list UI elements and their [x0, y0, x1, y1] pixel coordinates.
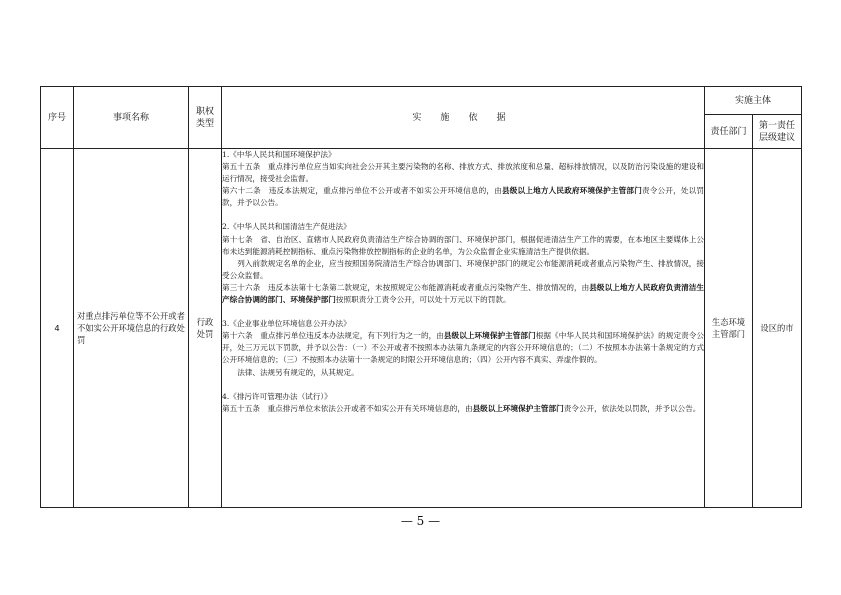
table-row — [41, 149, 802, 508]
basis-law-3-title: 3.《企业事业单位环境信息公开办法》 — [222, 319, 351, 329]
header-first-level: 第一责任 层级建议 — [753, 115, 802, 149]
header-item-name: 事项名称 — [74, 87, 189, 149]
header-basis: 实 施 依 据 — [222, 87, 705, 149]
row-power-type: 行政 处罚 — [189, 149, 222, 508]
basis-law-3-other-provisions: 法律、法规另有规定的，从其规定。 — [237, 367, 359, 377]
basis-law-4-article-55: 第五十五条 重点排污单位未依法公开或者不如实公开有关环境信息的，由县级以上环境保护主管部门责令公开，依法处以罚款，并予以公告。 — [222, 403, 701, 413]
basis-law-2-article-17: 第十七条 省、自治区、直辖市人民政府负责清洁生产综合协调的部门、环境保护部门，根据促进清洁生产工作的需要，在本地区主要媒体上公布未达到能源消耗控制指标、重点污染物排放控制指标的企业的名单，为公众监督企业实施清洁生产提供依据。 — [222, 234, 704, 256]
row-item-name: 对重点排污单位等不公开或者不如实公开环境信息的行政处罚 — [74, 149, 189, 508]
row-serial: 4 — [41, 149, 74, 508]
header-row-1 — [41, 87, 802, 115]
header-serial: 序号 — [41, 87, 74, 149]
bold-authority: 县级以上环境保护主管部门 — [443, 331, 536, 341]
row-responsible-dept: 生态环境 主管部门 — [705, 149, 753, 508]
bold-authority: 县级以上地方人民政府负责清洁生产综合协调的部门、环境保护部门 — [222, 282, 704, 305]
basis-law-4-title: 4.《排污许可管理办法（试行）》 — [222, 391, 332, 401]
row-basis — [222, 149, 705, 508]
page-number: — 5 — — [400, 514, 441, 528]
enforcement-table — [40, 86, 802, 508]
header-subject: 实施主体 — [705, 87, 802, 115]
row-first-level: 设区的市 — [753, 149, 802, 508]
bold-authority: 县级以上地方人民政府环境保护主管部门 — [501, 186, 642, 196]
header-responsible-dept: 责任部门 — [705, 115, 753, 149]
basis-law-2-title: 2.《中华人民共和国清洁生产促进法》 — [222, 222, 351, 232]
basis-law-1-article-55: 第五十五条 重点排污单位应当如实向社会公开其主要污染物的名称、排放方式、排放浓度和总量、超标排放情况，以及防治污染设施的建设和运行情况，接受社会监督。 — [222, 162, 704, 184]
basis-law-1-title: 1.《中华人民共和国环境保护法》 — [222, 150, 336, 159]
header-power-type: 职权 类型 — [189, 87, 222, 149]
bold-authority: 县级以上环境保护主管部门 — [472, 403, 564, 413]
basis-law-2-article-36: 第三十六条 违反本法第十七条第二款规定，未按照规定公布能源消耗或者重点污染物产生、排放情况的，由县级以上地方人民政府负责清洁生产综合协调的部门、环境保护部门按照职责分工责令公开，可以处十万元以下的罚款。 — [222, 282, 704, 305]
basis-law-3-article-16: 第十六条 重点排污单位违反本办法规定，有下列行为之一的，由县级以上环境保护主管部门根据《中华人民共和国环境保护法》的规定责令公开，处三万元以下罚款，并予以公告：（一）不公开或者不按照本办法第九条规定的内容公开环境信息的；（二）不按照本办法第十条规定的方式公开环境信息的；（三）不按照本办法第十一条规定的时限公开环境信息的；（四）公开内容不真实、弄虚作假的。 — [222, 331, 705, 365]
basis-law-2-article-17-para-2: 列入前款规定名单的企业，应当按照国务院清洁生产综合协调部门、环境保护部门的规定公布能源消耗或者重点污染物产生、排放情况，接受公众监督。 — [222, 258, 704, 280]
basis-law-1-article-62: 第六十二条 违反本法规定，重点排污单位不公开或者不如实公开环境信息的，由县级以上地方人民政府环境保护主管部门责令公开，处以罚款，并予以公告。 — [222, 186, 705, 208]
